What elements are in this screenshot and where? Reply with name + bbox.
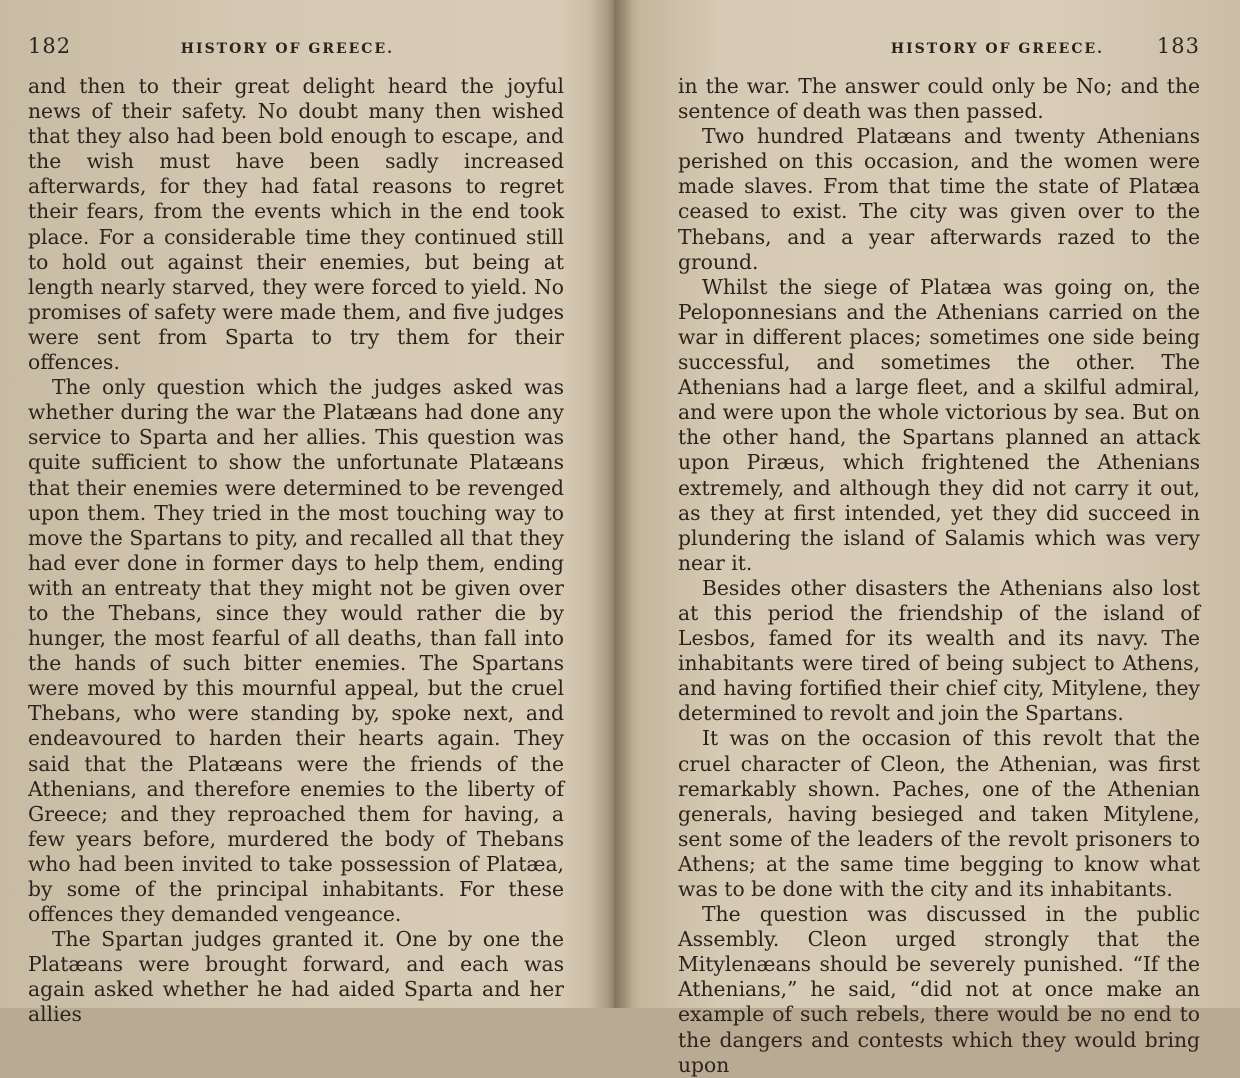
paragraph: The Spartan judges granted it. One by one the Platæans were brought forward, and each was again asked whether he had aided Sparta and her allies [28,927,564,1027]
left-body-text [28,74,564,1028]
left-page [0,0,600,1027]
left-page-number: 182 [28,34,72,58]
left-running-head [28,34,564,74]
right-body-text [678,74,1200,1078]
right-page-number: 183 [1156,34,1200,58]
right-page [640,0,1240,1077]
paragraph: The only question which the judges asked was whether during the war the Platæans had done any service to Sparta and her allies. This question was quite sufficient to show the unfortunate Platæans that their enemies were determined to be revenged upon them. They tried in the most touching way to move the Spartans to pity, and recalled all that they had ever done in former days to help them, ending with an entreaty that they might not be given over to the Thebans, since they would rather die by hunger, the most fearful of all deaths, than fall into the hands of such bitter enemies. The Spartans were moved by this mournful appeal, but the cruel Thebans, who were standing by, spoke next, and endeavoured to harden their hearts again. They said that the Platæans were the friends of the Athenians, and therefore enemies to the liberty of Greece; and they reproached them for having, a few years before, murdered the body of Thebans who had been invited to take possession of Platæa, by some of the principal inhabitants. For these offences they demanded vengeance. [28,375,564,927]
paragraph: and then to their great delight heard the joyful news of their safety. No doubt many then wished that they also had been bold enough to escape, and the wish must have been sadly increased afterwards, for they had fatal reasons to regret their fears, from the events which in the end took place. For a considerable time they continued still to hold out against their enemies, but being at length nearly starved, they were forced to yield. No promises of safety were made them, and five judges were sent from Sparta to try them for their offences. [28,74,564,375]
paragraph: It was on the occasion of this revolt that the cruel character of Cleon, the Athenian, was first remarkably shown. Paches, one of the Athenian generals, having besieged and taken Mitylene, sent some of the leaders of the revolt prisoners to Athens; at the same time begging to know what was to be done with the city and its inhabitants. [678,726,1200,901]
paragraph: Whilst the siege of Platæa was going on, the Peloponnesians and the Athenians carried on the war in different places; sometimes one side being successful, and sometimes the other. The Athenians had a large fleet, and a skilful admiral, and were upon the whole victorious by sea. But on the other hand, the Spartans planned an attack upon Piræus, which frightened the Athenians extremely, and although they did not carry it out, as they at first intended, yet they did succeed in plundering the island of Salamis which was very near it. [678,274,1200,575]
right-running-head-title: HISTORY OF GREECE. [890,41,1105,57]
right-running-head [678,34,1200,74]
paragraph: in the war. The answer could only be No; and the sentence of death was then passed. [678,74,1200,124]
paragraph: Two hundred Platæans and twenty Athenians perished on this occasion, and the women were made slaves. From that time the state of Platæa ceased to exist. The city was given over to the Thebans, and a year afterwards razed to the ground. [678,124,1200,274]
paragraph: The question was discussed in the public Assembly. Cleon urged strongly that the Mitylenæans should be severely punished. “If the Athenians,” he said, “did not at once make an example of such rebels, there would be no end to the dangers and contests which they would bring upon [678,902,1200,1077]
paragraph: Besides other disasters the Athenians also lost at this period the friendship of the island of Lesbos, famed for its wealth and its navy. The inhabitants were tired of being subject to Athens, and having fortified their chief city, Mitylene, they determined to revolt and join the Spartans. [678,575,1200,726]
left-running-head-title: HISTORY OF GREECE. [180,41,394,57]
